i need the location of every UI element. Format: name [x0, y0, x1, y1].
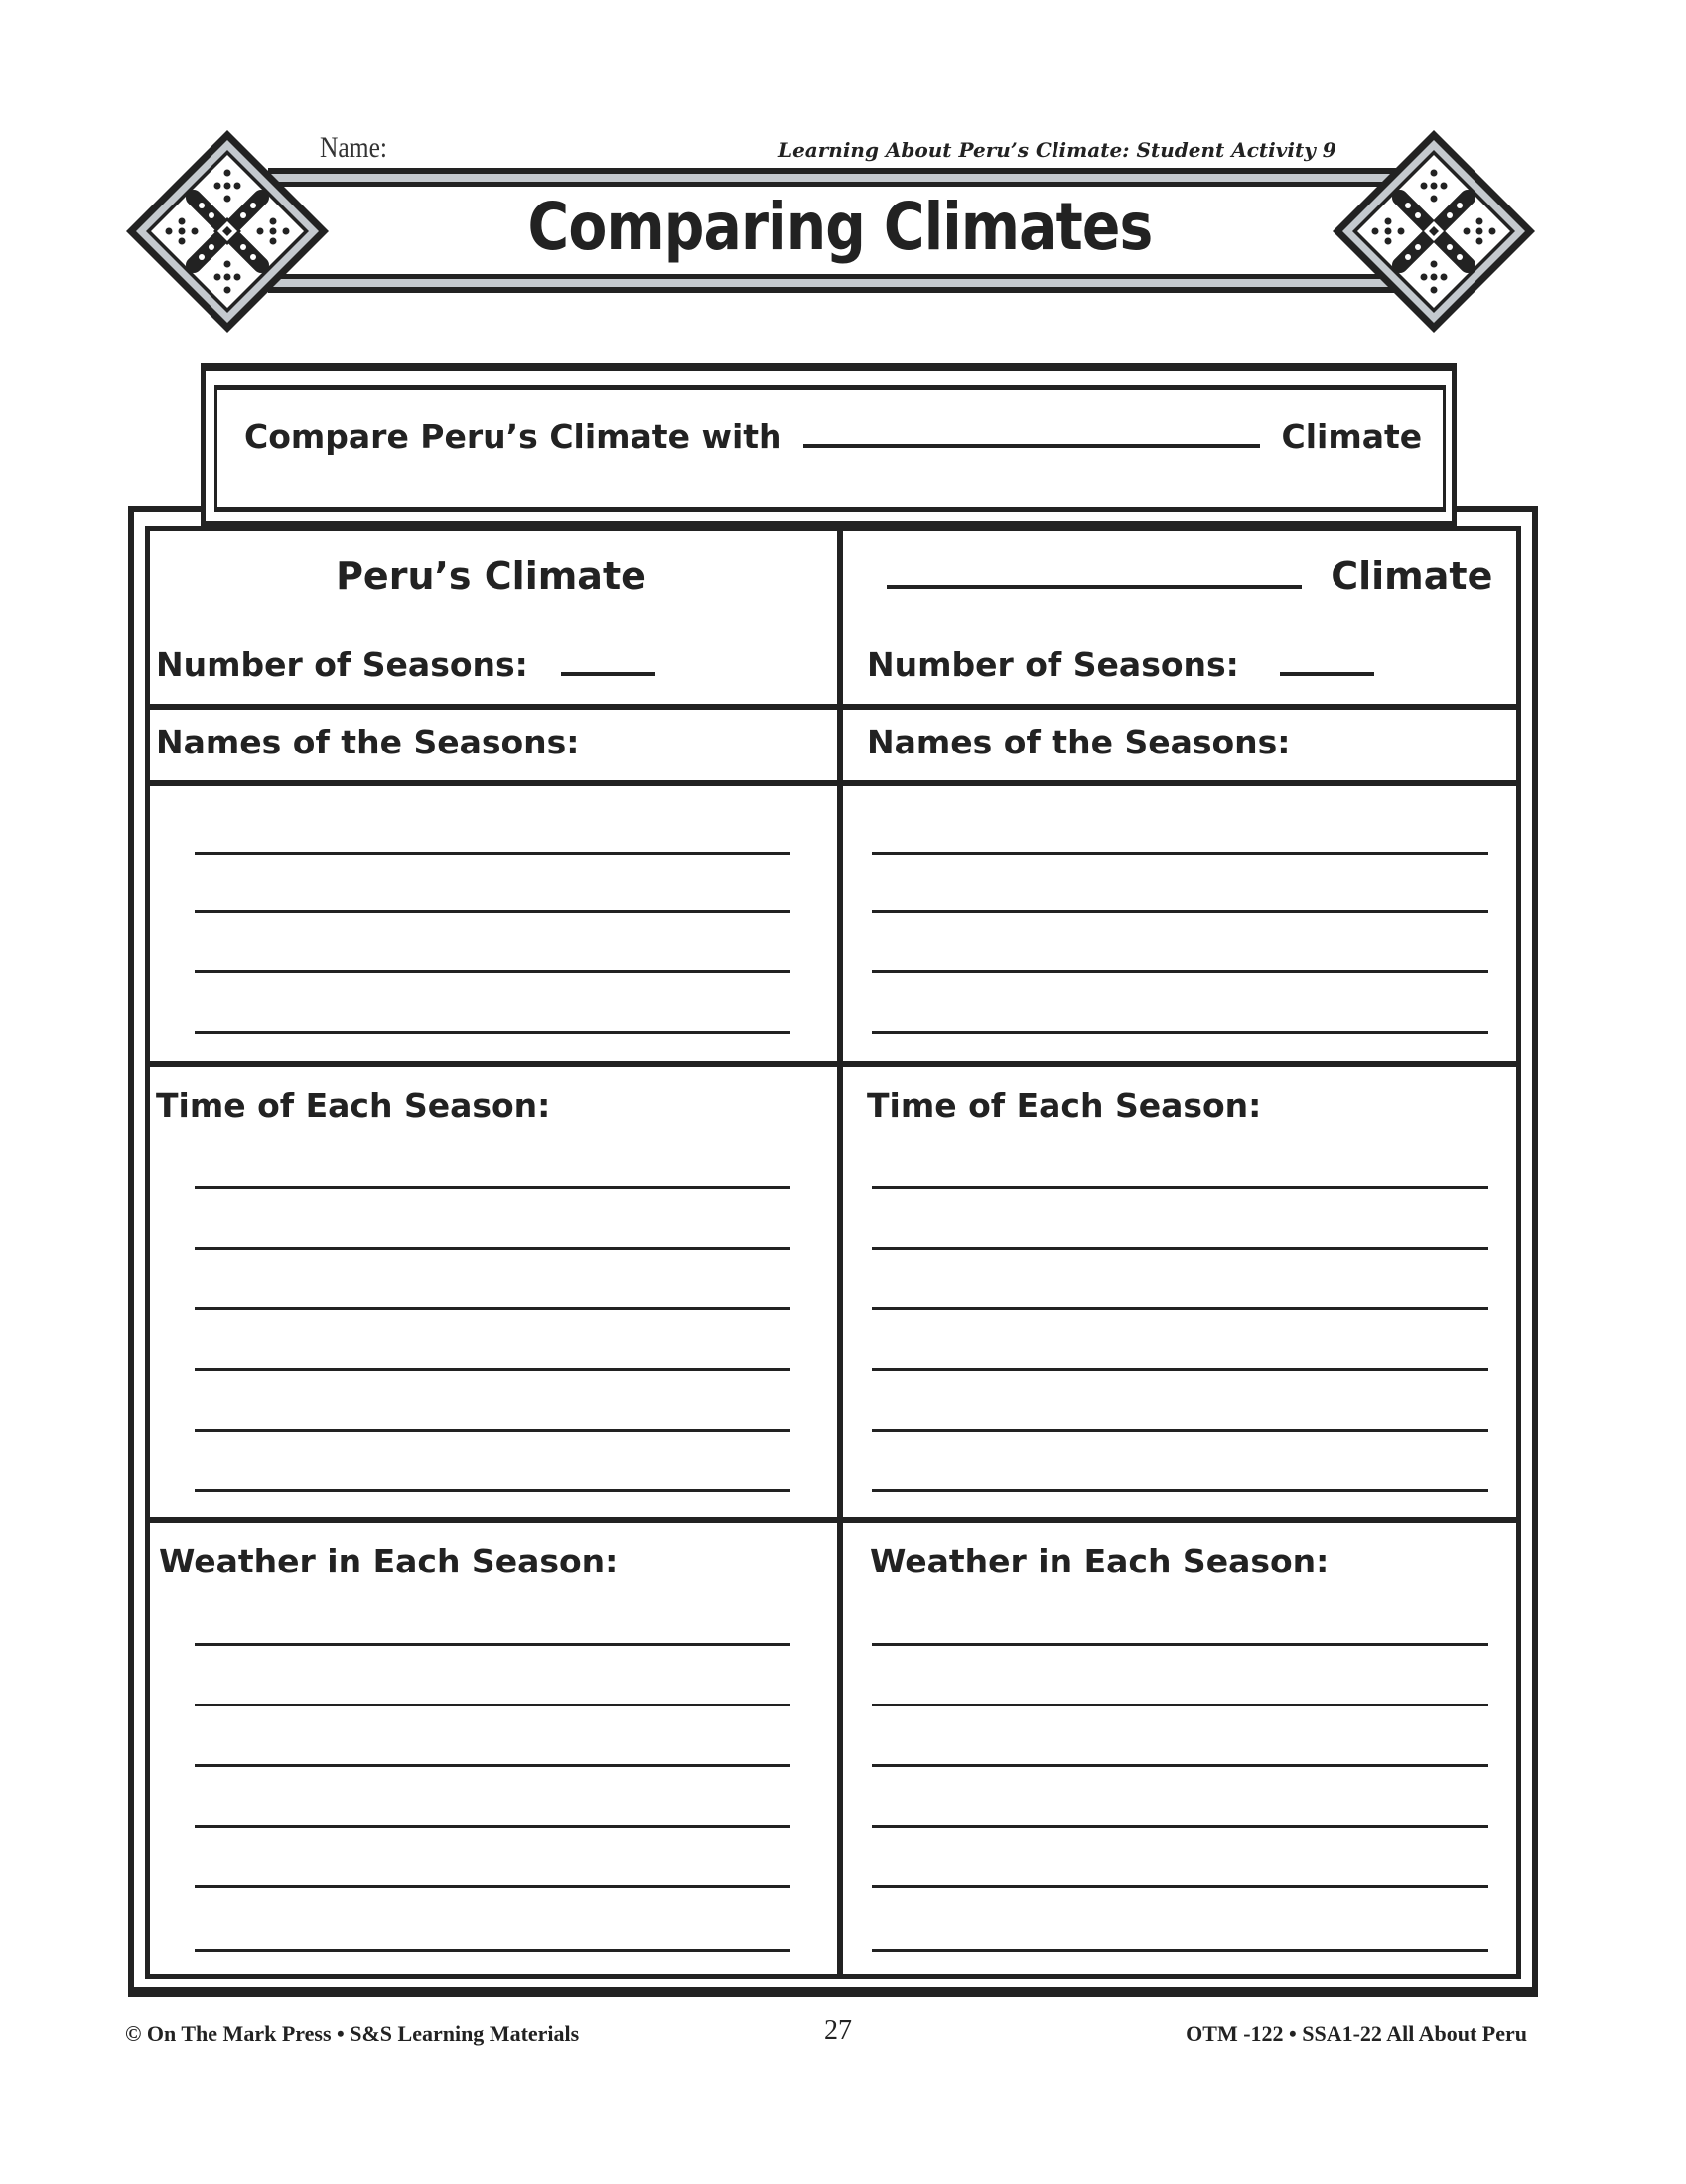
left-time-line-6[interactable]	[195, 1489, 790, 1492]
right-time-line-5[interactable]	[872, 1429, 1488, 1432]
right-weather-line-1[interactable]	[872, 1643, 1488, 1646]
right-names-line-4[interactable]	[872, 1031, 1488, 1034]
right-ornament-diamond-icon	[1331, 128, 1537, 335]
left-weather-line-1[interactable]	[195, 1643, 790, 1646]
right-weather-line-5[interactable]	[872, 1885, 1488, 1888]
left-weather-line-6[interactable]	[195, 1949, 790, 1952]
row-divider-3	[145, 1061, 1521, 1067]
left-heading: Peru’s Climate	[336, 554, 646, 598]
compare-prompt	[244, 417, 1422, 456]
right-weather-line-3[interactable]	[872, 1764, 1488, 1767]
left-names-line-4[interactable]	[195, 1031, 790, 1034]
right-weather-line-2[interactable]	[872, 1704, 1488, 1706]
compare-suffix: Climate	[1281, 417, 1423, 456]
right-weather-line-4[interactable]	[872, 1825, 1488, 1828]
left-names-line-2[interactable]	[195, 910, 790, 913]
right-names-line-3[interactable]	[872, 970, 1488, 973]
right-weather-line-6[interactable]	[872, 1949, 1488, 1952]
left-time-line-4[interactable]	[195, 1368, 790, 1371]
left-weather-label: Weather in Each Season:	[159, 1542, 619, 1580]
row-divider-1	[145, 704, 1521, 710]
right-time-label: Time of Each Season:	[867, 1086, 1262, 1125]
column-divider	[837, 526, 843, 1979]
right-time-line-3[interactable]	[872, 1307, 1488, 1310]
left-weather-line-5[interactable]	[195, 1885, 790, 1888]
right-names-line-2[interactable]	[872, 910, 1488, 913]
right-number-of-seasons-input[interactable]	[1280, 672, 1374, 676]
compare-climate-blank[interactable]	[803, 444, 1260, 448]
left-time-line-2[interactable]	[195, 1247, 790, 1250]
right-names-line-1[interactable]	[872, 852, 1488, 855]
right-time-line-1[interactable]	[872, 1186, 1488, 1189]
compare-prefix: Compare Peru’s Climate with	[244, 417, 782, 456]
left-number-of-seasons-input[interactable]	[561, 672, 655, 676]
right-time-line-4[interactable]	[872, 1368, 1488, 1371]
right-heading-suffix: Climate	[1331, 554, 1493, 598]
right-time-line-2[interactable]	[872, 1247, 1488, 1250]
activity-subtitle: Learning About Peru’s Climate: Student Activity 9	[778, 138, 1336, 162]
left-number-of-seasons	[156, 645, 655, 684]
left-number-of-seasons-label: Number of Seasons:	[156, 645, 528, 684]
left-weather-line-2[interactable]	[195, 1704, 790, 1706]
page-title: Comparing Climates	[527, 189, 1153, 265]
footer-product-code: OTM -122 • SSA1-22 All About Peru	[1186, 2021, 1527, 2046]
right-time-line-6[interactable]	[872, 1489, 1488, 1492]
left-time-line-1[interactable]	[195, 1186, 790, 1189]
right-names-label: Names of the Seasons:	[867, 723, 1291, 761]
left-weather-line-4[interactable]	[195, 1825, 790, 1828]
right-number-of-seasons-label: Number of Seasons:	[867, 645, 1239, 684]
left-names-line-1[interactable]	[195, 852, 790, 855]
left-time-label: Time of Each Season:	[156, 1086, 551, 1125]
row-divider-4	[145, 1517, 1521, 1523]
right-heading	[887, 554, 1492, 598]
right-weather-label: Weather in Each Season:	[870, 1542, 1330, 1580]
page-number: 27	[824, 2015, 852, 2046]
left-names-label: Names of the Seasons:	[156, 723, 580, 761]
right-number-of-seasons	[867, 645, 1374, 684]
left-time-line-5[interactable]	[195, 1429, 790, 1432]
footer-publisher: © On The Mark Press • S&S Learning Materials	[125, 2021, 580, 2046]
left-time-line-3[interactable]	[195, 1307, 790, 1310]
left-ornament-diamond-icon	[124, 128, 331, 335]
name-field[interactable]	[427, 139, 725, 165]
left-names-line-3[interactable]	[195, 970, 790, 973]
name-label: Name:	[320, 131, 387, 164]
right-climate-name-blank[interactable]	[887, 585, 1302, 589]
left-weather-line-3[interactable]	[195, 1764, 790, 1767]
row-divider-2	[145, 780, 1521, 786]
